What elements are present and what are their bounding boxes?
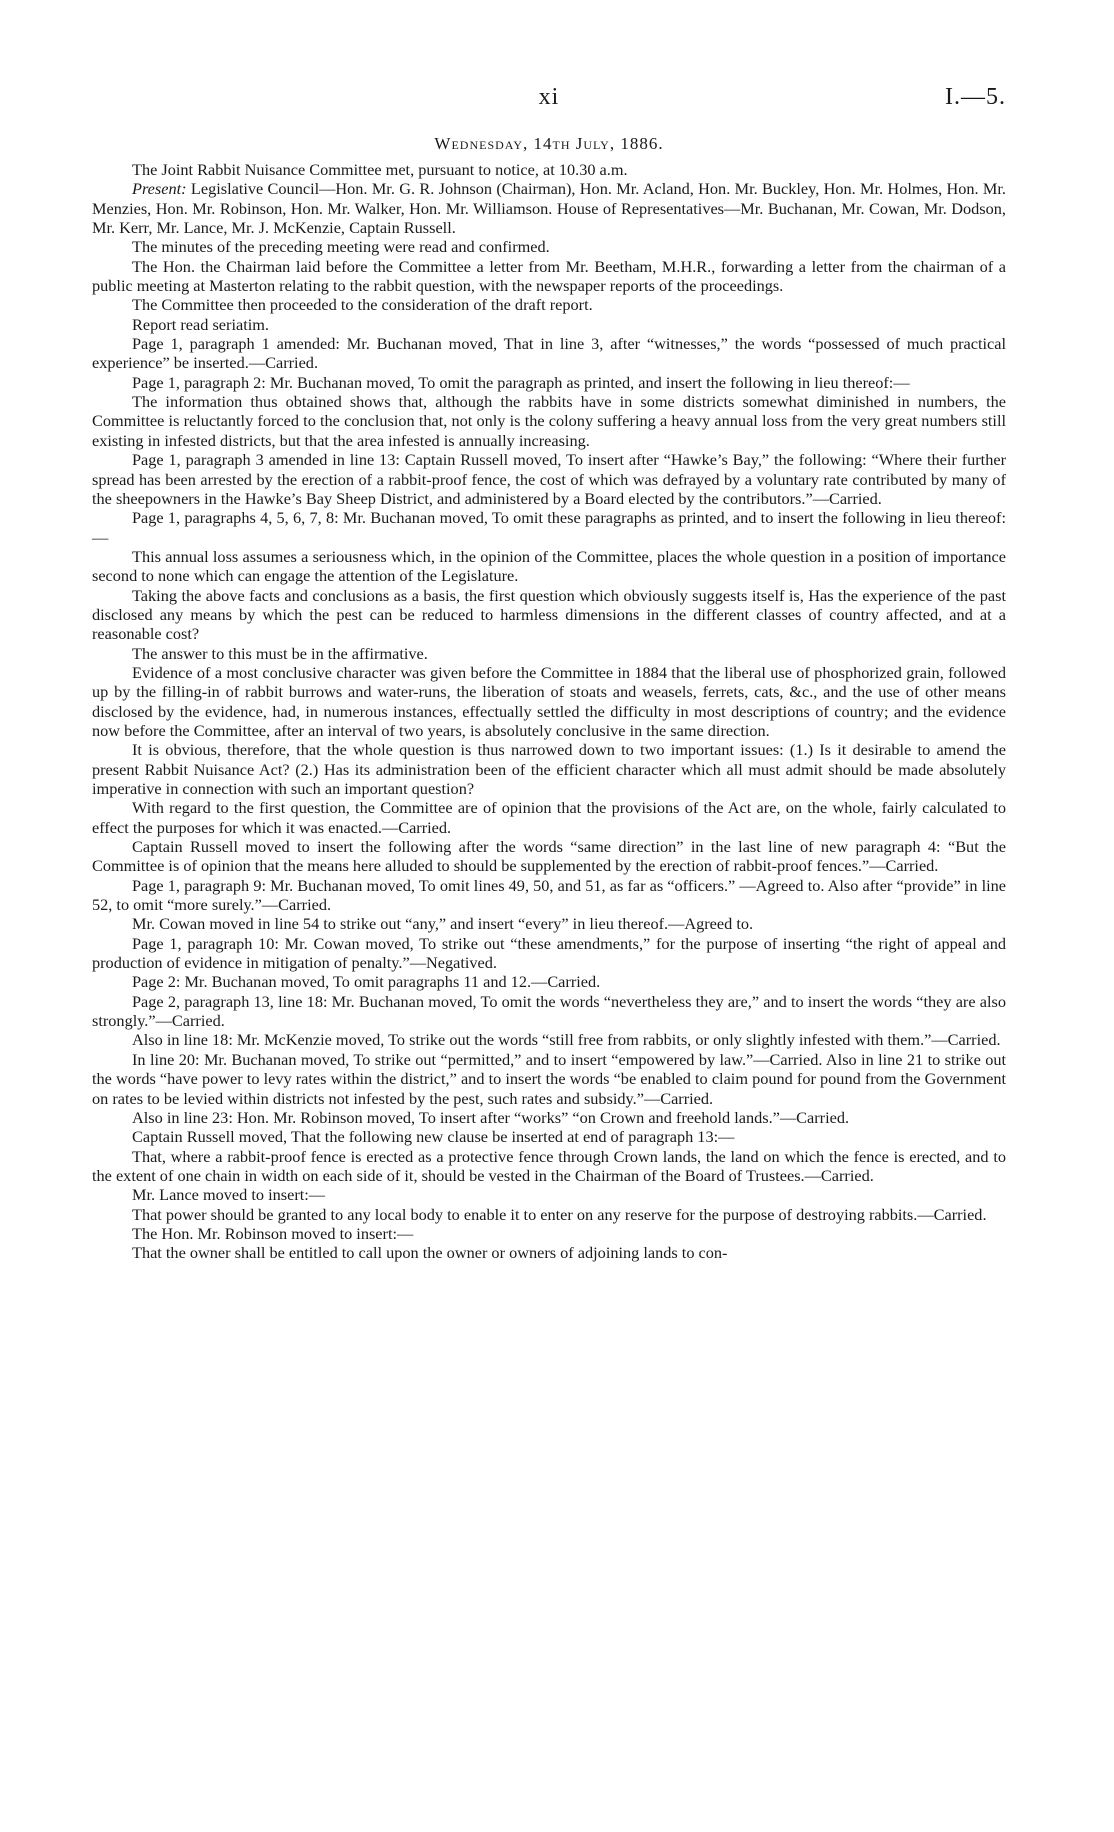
paragraph: Page 1, paragraph 10: Mr. Cowan moved, To strike out “these amendments,” for the purpose of inserting “the right of appeal and production of evidence in mitigation of penalty.”—Negatived. [92, 933, 1006, 973]
paragraph: That power should be granted to any local body to enable it to enter on any reserve for the purpose of destroying rabbits.—Carried. [132, 1204, 987, 1224]
minutes-body [92, 160, 1006, 1263]
paragraph: This annual loss assumes a seriousness which, in the opinion of the Committee, places the whole question in a position of importance second to none which can engage the attention of the Legislature. [92, 546, 1006, 586]
paragraph: Mr. Cowan moved in line 54 to strike out “any,” and insert “every” in lieu thereof.—Agreed to. [132, 914, 754, 934]
page-number: xi [538, 84, 560, 110]
paragraph: Taking the above facts and conclusions as a basis, the first question which obviously suggests itself is, Has the experience of the past disclosed any means by which the pest can be reduced to harmless dimensions in the different classes of country affected, and at a reasonable cost? [92, 585, 1006, 644]
paragraph: The minutes of the preceding meeting were read and confirmed. [132, 237, 550, 257]
paragraph: Page 2, paragraph 13, line 18: Mr. Buchanan moved, To omit the words “nevertheless they are,” and to insert the words “they are also strongly.”—Carried. [92, 991, 1006, 1031]
attendance-text: Legislative Council—Hon. Mr. G. R. Johnson (Chairman), Hon. Mr. Acland, Hon. Mr. Buckley, Hon. Mr. Holmes, Hon. Mr. Menzies, Hon. Mr. Robinson, Hon. Mr. Walker, Hon. Mr. Williamson. House of Representatives—Mr. Buchanan, Mr. Cowan, Mr. Dodson, Mr. Kerr, Mr. Lance, Mr. J. McKenzie, Captain Russell. [92, 179, 1006, 238]
paragraph: It is obvious, therefore, that the whole question is thus narrowed down to two important issues: (1.) Is it desirable to amend the present Rabbit Nuisance Act? (2.) Has its administration been of the efficient character which all must admit should be made absolutely imperative in connection with such an important question? [92, 740, 1006, 798]
paragraph: That, where a rabbit-proof fence is erected as a protective fence through Crown lands, the land on which the fence is erected, and to the extent of one chain in width on each side of it, should be vested in the Chairman of the Board of Trustees.—Carried. [92, 1146, 1006, 1185]
paragraph: Page 1, paragraph 9: Mr. Buchanan moved, To omit lines 49, 50, and 51, as far as “officers.” —Agreed to. Also after “provide” in line 52, to omit “more surely.”—Carried. [92, 875, 1006, 915]
paragraph: Captain Russell moved, That the following new clause be inserted at end of paragraph 13:— [132, 1127, 735, 1147]
paragraph: With regard to the first question, the Committee are of opinion that the provisions of the Act are, on the whole, fairly calculated to effect the purposes for which it was enacted.—Carried. [92, 798, 1006, 837]
paragraph: Page 1, paragraph 3 amended in line 13: Captain Russell moved, To insert after “Hawke’s Bay,” the following: “Where their further spread has been arrested by the erection of a rabbit-proof fence, the cost of which was defrayed by a voluntary rate contributed by many of the sheepowners in the Hawke’s Bay Sheep District, and administered by a Board elected by the contributors.”—Carried. [92, 450, 1006, 508]
paragraph: Page 1, paragraph 1 amended: Mr. Buchanan moved, That in line 3, after “witnesses,” the words “possessed of much practical experience” be inserted.—Carried. [92, 334, 1006, 373]
present-label: Present: [132, 179, 187, 199]
paragraph: Also in line 18: Mr. McKenzie moved, To strike out the words “still free from rabbits, or only slightly infested with them.”—Carried. [132, 1030, 1001, 1050]
paragraph: Report read seriatim. [132, 314, 269, 334]
paragraph: The information thus obtained shows that, although the rabbits have in some districts somewhat diminished in numbers, the Committee is reluctantly forced to the conclusion that, not only is the colony suffering a heavy annual loss from the very great numbers still existing in infested districts, but that the area infested is annually increasing. [92, 392, 1006, 450]
paragraph: That the owner shall be entitled to call upon the owner or owners of adjoining lands to con- [132, 1243, 728, 1263]
paragraph: Captain Russell moved to insert the following after the words “same direction” in the last line of new paragraph 4: “But the Committee is of opinion that the means here alluded to should be supplemented by the erection of rabbit-proof fences.”—Carried. [92, 837, 1006, 876]
paragraph: Also in line 23: Hon. Mr. Robinson moved, To insert after “works” “on Crown and freehold lands.”—Carried. [132, 1107, 850, 1127]
attendance-paragraph [92, 179, 1006, 237]
paragraph: Page 1, paragraphs 4, 5, 6, 7, 8: Mr. Buchanan moved, To omit these paragraphs as printed, and to insert the following in lieu thereof:— [92, 508, 1006, 547]
paragraph: Mr. Lance moved to insert:— [132, 1185, 326, 1205]
paragraph: In line 20: Mr. Buchanan moved, To strike out “permitted,” and to insert “empowered by law.”—Carried. Also in line 21 to strike out the words “have power to levy rates within the district,” and to insert the words “be enabled to claim pound for pound from the Government on rates to be levied within districts not infested by the pest, such rates and subsidy.”—Carried. [92, 1049, 1006, 1108]
paragraph: Evidence of a most conclusive character was given before the Committee in 1884 that the liberal use of phosphorized grain, followed up by the filling-in of rabbit burrows and water-runs, the liberation of stoats and weasels, ferrets, cats, &c., and the use of other means disclosed by the evidence, had, in numerous instances, effectually settled the difficulty in most descriptions of country; and the evidence now before the Committee, after an interval of two years, is absolutely conclusive in the same direction. [92, 662, 1006, 740]
paragraph: The Committee then proceeded to the consideration of the draft report. [132, 295, 593, 315]
page-header [92, 84, 1006, 124]
paragraph: The answer to this must be in the affirmative. [132, 643, 428, 663]
paragraph: The Hon. Mr. Robinson moved to insert:— [132, 1223, 414, 1243]
document-reference: I.—5. [945, 84, 1006, 110]
paragraph: The Hon. the Chairman laid before the Committee a letter from Mr. Beetham, M.H.R., forwarding a letter from the chairman of a public meeting at Masterton relating to the rabbit question, with the newspaper reports of the proceedings. [92, 256, 1006, 296]
document-page [92, 84, 1006, 1263]
paragraph: Page 1, paragraph 2: Mr. Buchanan moved, To omit the paragraph as printed, and insert the following in lieu thereof:— [132, 372, 910, 392]
meeting-date-heading: Wednesday, 14th July, 1886. [434, 134, 664, 153]
paragraph: The Joint Rabbit Nuisance Committee met, pursuant to notice, at 10.30 a.m. [132, 160, 628, 179]
paragraph: Page 2: Mr. Buchanan moved, To omit paragraphs 11 and 12.—Carried. [132, 972, 601, 992]
